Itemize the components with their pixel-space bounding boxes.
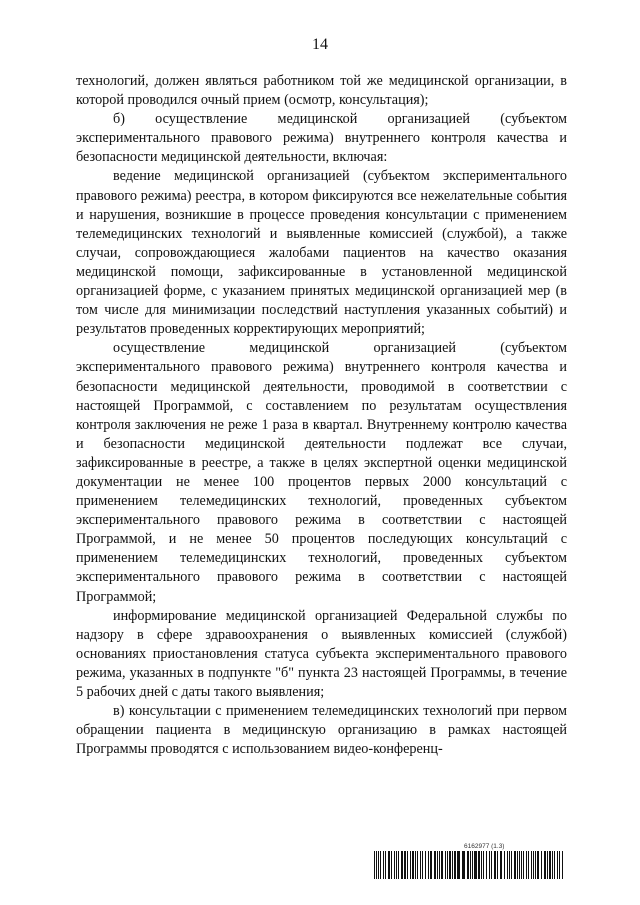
- barcode-image: [374, 851, 566, 879]
- page-number: 14: [312, 36, 328, 53]
- paragraph-continuation: технологий, должен являться работником той же медицинской организации, в которой проводился очный прием (осмотр, консультация);: [76, 73, 567, 109]
- paragraph-internal-control: осуществление медицинской организацией (субъектом экспериментального правового режима) внутреннего контроля качества и безопасности медицинской деятельности, проводимой в соответствии с настоящей Программой, с составлением по результатам осуществления контроля заключения не реже 1 раза в квартал. Внутреннему контролю качества и безопасности медицинской деятельности подлежат все случаи, зафиксированные в реестре, а также в целях экспертной оценки медицинской документации не менее 100 процентов первых 2000 консультаций с применением телемедицинских технологий, проведенных субъектом экспериментального правового режима в соответствии с настоящей Программой, и не менее 50 процентов последующих консультаций с применением телемедицинских технологий, проведенных субъектом экспериментального правового режима в соответствии с настоящей Программой;: [76, 340, 567, 605]
- document-stamp: [374, 843, 566, 879]
- paragraph-registry: ведение медицинской организацией (субъектом экспериментального правового режима) реестра, в котором фиксируются все нежелательные события и нарушения, возникшие в процессе проведения консультации с применением телемедицинских технологий и выявленные комиссией (службой), а также случаи, сопровождающиеся жалобами пациентов на качество оказания медицинской помощи, зафиксированные в установленной медицинской организацией форме, с указанием принятых медицинской организацией мер (в том числе для минимизации последствий наступления указанных событий) и результатов проведенных корректирующих мероприятий;: [76, 168, 567, 338]
- paragraph-item-v: в) консультации с применением телемедицинских технологий при первом обращении пациента в медицинскую организацию в рамках настоящей Программы проводятся с использованием видео-конференц-: [76, 703, 567, 758]
- paragraph-informing: информирование медицинской организацией Федеральной службы по надзору в сфере здравоохранения о выявленных комиссией (службой) основаниях приостановления статуса субъекта экспериментального правового режима, указанных в подпункте "б" пункта 23 настоящей Программы, в течение 5 рабочих дней с даты такого выявления;: [76, 607, 567, 700]
- document-body: [76, 72, 567, 759]
- document-code: 6162977 (1.3): [464, 843, 505, 850]
- paragraph-item-b: б) осуществление медицинской организацией (субъектом экспериментального правового режима) внутреннего контроля качества и безопасности медицинской деятельности, включая:: [76, 111, 567, 166]
